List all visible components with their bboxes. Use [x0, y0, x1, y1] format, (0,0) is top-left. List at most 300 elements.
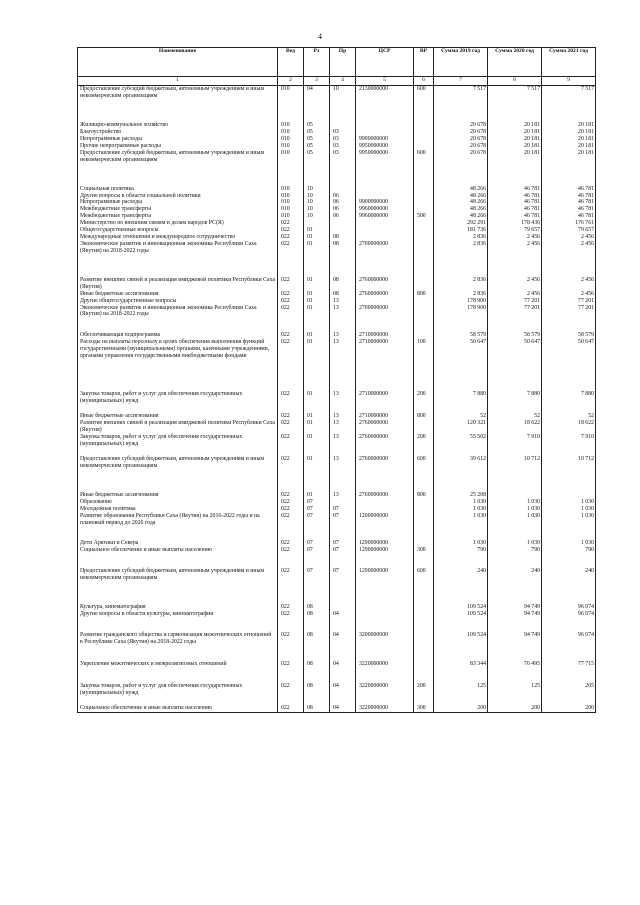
row-sum-2019: 48 266 [434, 199, 488, 206]
row-sum-2021: 46 781 [542, 199, 596, 206]
row-rz: 10 [304, 193, 330, 200]
row-name: Развитие образования Республики Саха (Якутия) на 2016-2022 годы и на плановый период до 2026 года [78, 513, 278, 527]
row-pr: 07 [330, 568, 356, 590]
row-sum-2021: 20 181 [542, 129, 596, 136]
row-sum-2021: 79 657 [542, 227, 596, 234]
row-csr: 2760000000 [356, 291, 414, 298]
spacer-cell [304, 526, 330, 540]
spacer-cell [356, 590, 414, 604]
table-row [78, 547, 596, 554]
column-number: 6 [414, 77, 434, 86]
spacer-cell [304, 618, 330, 632]
spacer-cell [488, 263, 542, 277]
row-ved: 010 [278, 193, 304, 200]
row-pr: 13 [330, 391, 356, 413]
row-sum-2021 [542, 492, 596, 499]
row-sum-2020: 20 181 [488, 122, 542, 129]
row-rz: 08 [304, 683, 330, 705]
row-pr: 03 [330, 129, 356, 136]
header-sum-2021: Сумма 2021 год [542, 48, 596, 77]
row-sum-2020: 2 456 [488, 234, 542, 241]
row-csr [356, 298, 414, 305]
row-pr: 13 [330, 298, 356, 305]
row-sum-2021: 7 517 [542, 86, 596, 109]
table-row [78, 291, 596, 298]
row-csr [356, 122, 414, 129]
row-vr [414, 186, 434, 193]
spacer-cell [278, 108, 304, 122]
spacer-cell [304, 172, 330, 186]
spacer-cell [488, 172, 542, 186]
spacer-cell [330, 590, 356, 604]
table-row [78, 241, 596, 263]
row-sum-2021: 50 647 [542, 339, 596, 391]
page-number: 4 [318, 32, 322, 41]
row-name: Иные бюджетные ассигнования [78, 413, 278, 420]
row-vr: 800 [414, 492, 434, 499]
row-csr: 2710000000 [356, 339, 414, 391]
spacer-cell [278, 478, 304, 492]
row-ved: 022 [278, 683, 304, 705]
row-name: Общегосударственные вопросы [78, 227, 278, 234]
spacer-cell [78, 618, 278, 632]
spacer-cell [434, 318, 488, 332]
row-sum-2019: 20 678 [434, 129, 488, 136]
row-sum-2020: 2 456 [488, 291, 542, 298]
row-ved: 022 [278, 540, 304, 547]
row-sum-2019: 181 736 [434, 227, 488, 234]
table-row [78, 391, 596, 413]
row-name: Предоставление субсидий бюджетным, автономным учреждениям и иным некоммерческим организациям [78, 86, 278, 109]
row-pr: 03 [330, 136, 356, 143]
spacer-cell [330, 526, 356, 540]
row-sum-2020: 7 880 [488, 391, 542, 413]
row-csr: 9960000000 [356, 206, 414, 213]
row-rz: 05 [304, 150, 330, 172]
table-row [78, 86, 596, 109]
row-rz: 05 [304, 136, 330, 143]
row-ved: 022 [278, 220, 304, 227]
row-csr: 1290000000 [356, 547, 414, 554]
row-sum-2019: 50 647 [434, 339, 488, 391]
row-sum-2020 [488, 492, 542, 499]
row-sum-2019: 790 [434, 547, 488, 554]
column-number: 2 [278, 77, 304, 86]
row-sum-2019: 20 678 [434, 122, 488, 129]
row-ved: 010 [278, 86, 304, 109]
row-vr: 500 [414, 213, 434, 220]
row-pr: 03 [330, 150, 356, 172]
row-ved: 010 [278, 136, 304, 143]
row-csr: 2760000000 [356, 492, 414, 499]
row-ved: 022 [278, 291, 304, 298]
row-name: Социальное обеспечение и иные выплаты населению [78, 705, 278, 712]
row-csr: 1290000000 [356, 540, 414, 547]
row-vr [414, 632, 434, 661]
table-row [78, 568, 596, 590]
row-name: Дети Арктики и Севера [78, 540, 278, 547]
row-name: Прочие непрограммные расходы [78, 143, 278, 150]
row-pr: 07 [330, 506, 356, 513]
row-csr [356, 506, 414, 513]
row-sum-2021: 20 181 [542, 122, 596, 129]
row-rz: 08 [304, 632, 330, 661]
row-pr: 13 [330, 339, 356, 391]
budget-table-container [77, 47, 595, 713]
row-pr: 08 [330, 234, 356, 241]
spacer-cell [78, 172, 278, 186]
row-sum-2020: 2 456 [488, 277, 542, 291]
row-name: Социальная политика [78, 186, 278, 193]
row-vr [414, 122, 434, 129]
row-sum-2020: 46 781 [488, 193, 542, 200]
row-name: Предоставление субсидий бюджетным, автономным учреждениям и иным некоммерческим организациям [78, 568, 278, 590]
row-vr [414, 234, 434, 241]
row-spacer [78, 172, 596, 186]
row-vr: 200 [414, 683, 434, 705]
table-row [78, 298, 596, 305]
row-pr: 07 [330, 513, 356, 527]
table-row [78, 506, 596, 513]
spacer-cell [488, 554, 542, 568]
row-pr: 08 [330, 241, 356, 263]
row-vr: 600 [414, 456, 434, 478]
row-csr: 9900000000 [356, 199, 414, 206]
row-pr: 06 [330, 206, 356, 213]
spacer-cell [414, 263, 434, 277]
spacer-cell [434, 172, 488, 186]
row-sum-2020: 10 712 [488, 456, 542, 478]
row-csr [356, 227, 414, 234]
spacer-cell [278, 618, 304, 632]
header-vr: ВР [414, 48, 434, 77]
row-rz: 04 [304, 86, 330, 109]
row-spacer [78, 478, 596, 492]
row-csr: 1200000000 [356, 513, 414, 527]
row-pr: 13 [330, 413, 356, 420]
spacer-cell [78, 318, 278, 332]
row-vr: 200 [414, 434, 434, 456]
header-row [78, 48, 596, 77]
row-csr [356, 193, 414, 200]
row-sum-2019: 178 900 [434, 298, 488, 305]
table-row [78, 277, 596, 291]
spacer-cell [542, 554, 596, 568]
row-name: Иные бюджетные ассигнования [78, 492, 278, 499]
table-row [78, 186, 596, 193]
row-rz: 01 [304, 234, 330, 241]
row-sum-2021: 46 781 [542, 186, 596, 193]
row-vr: 300 [414, 705, 434, 712]
spacer-cell [414, 554, 434, 568]
spacer-cell [434, 590, 488, 604]
row-sum-2020: 20 181 [488, 136, 542, 143]
spacer-cell [414, 318, 434, 332]
spacer-cell [330, 554, 356, 568]
row-sum-2019: 83 344 [434, 661, 488, 683]
table-row [78, 234, 596, 241]
row-name: Предоставление субсидий бюджетным, автономным учреждениям и иным некоммерческим организациям [78, 456, 278, 478]
spacer-cell [78, 478, 278, 492]
row-ved: 010 [278, 150, 304, 172]
row-sum-2020: 178 436 [488, 220, 542, 227]
row-sum-2020: 46 781 [488, 213, 542, 220]
header-sum-2019: Сумма 2019 год [434, 48, 488, 77]
table-body [78, 86, 596, 713]
table-row [78, 499, 596, 506]
row-name: Закупка товаров, работ и услуг для обеспечения государственных (муниципальных) нужд [78, 434, 278, 456]
row-pr: 04 [330, 705, 356, 712]
spacer-cell [414, 618, 434, 632]
table-row [78, 227, 596, 234]
row-sum-2020: 240 [488, 568, 542, 590]
spacer-cell [304, 318, 330, 332]
row-sum-2020: 18 622 [488, 420, 542, 434]
row-csr [356, 129, 414, 136]
row-csr [356, 611, 414, 618]
spacer-cell [330, 108, 356, 122]
row-sum-2020: 77 201 [488, 305, 542, 319]
row-sum-2020: 79 657 [488, 227, 542, 234]
table-row [78, 456, 596, 478]
row-rz: 05 [304, 129, 330, 136]
row-sum-2020: 125 [488, 683, 542, 705]
spacer-cell [434, 554, 488, 568]
row-vr [414, 193, 434, 200]
table-row [78, 193, 596, 200]
row-sum-2021: 20 181 [542, 150, 596, 172]
row-vr: 100 [414, 339, 434, 391]
row-rz: 01 [304, 227, 330, 234]
spacer-cell [542, 263, 596, 277]
spacer-cell [278, 554, 304, 568]
row-sum-2019: 125 [434, 683, 488, 705]
row-rz: 05 [304, 122, 330, 129]
spacer-cell [542, 526, 596, 540]
spacer-cell [78, 590, 278, 604]
row-sum-2021: 18 622 [542, 420, 596, 434]
spacer-cell [356, 263, 414, 277]
row-pr: 06 [330, 193, 356, 200]
row-sum-2019: 1 030 [434, 513, 488, 527]
row-vr [414, 305, 434, 319]
row-sum-2021: 1 030 [542, 499, 596, 506]
row-sum-2021: 52 [542, 413, 596, 420]
row-pr [330, 499, 356, 506]
row-rz: 07 [304, 499, 330, 506]
spacer-cell [542, 318, 596, 332]
row-name: Непрограммные расходы [78, 136, 278, 143]
table-row [78, 150, 596, 172]
row-rz: 01 [304, 391, 330, 413]
row-name: Закупка товаров, работ и услуг для обеспечения государственных (муниципальных) нужд [78, 391, 278, 413]
row-sum-2020: 1 030 [488, 513, 542, 527]
row-sum-2020: 200 [488, 705, 542, 712]
row-rz: 01 [304, 241, 330, 263]
row-vr: 600 [414, 150, 434, 172]
spacer-cell [356, 172, 414, 186]
row-name: Межбюджетные трансферты [78, 206, 278, 213]
row-csr: 9950000000 [356, 150, 414, 172]
row-sum-2019: 48 266 [434, 193, 488, 200]
row-name: Международные отношения и международное сотрудничество [78, 234, 278, 241]
row-ved: 010 [278, 143, 304, 150]
row-rz: 01 [304, 291, 330, 298]
row-sum-2020: 20 181 [488, 129, 542, 136]
row-ved: 022 [278, 434, 304, 456]
row-ved: 010 [278, 129, 304, 136]
row-rz: 10 [304, 206, 330, 213]
row-csr: 3200000000 [356, 632, 414, 661]
row-ved: 022 [278, 305, 304, 319]
row-sum-2021: 46 781 [542, 206, 596, 213]
row-sum-2020: 94 749 [488, 611, 542, 618]
row-rz: 08 [304, 604, 330, 611]
row-vr [414, 332, 434, 339]
row-csr: 2710000000 [356, 391, 414, 413]
table-row [78, 683, 596, 705]
row-ved: 022 [278, 391, 304, 413]
row-pr: 04 [330, 632, 356, 661]
row-vr [414, 661, 434, 683]
row-sum-2020: 20 181 [488, 143, 542, 150]
row-vr: 600 [414, 568, 434, 590]
row-rz: 01 [304, 277, 330, 291]
row-ved: 022 [278, 241, 304, 263]
row-pr: 06 [330, 199, 356, 206]
row-csr: 9950000000 [356, 143, 414, 150]
header-sum-2020: Сумма 2020 год [488, 48, 542, 77]
row-rz: 07 [304, 513, 330, 527]
row-ved: 010 [278, 213, 304, 220]
row-ved: 022 [278, 661, 304, 683]
row-sum-2021: 46 781 [542, 193, 596, 200]
spacer-cell [542, 108, 596, 122]
row-sum-2020: 77 201 [488, 298, 542, 305]
row-name: Экономическое развитие и инновационная экономика Республики Саха (Якутия) на 2018-2022 годы [78, 305, 278, 319]
row-sum-2020: 58 579 [488, 332, 542, 339]
row-rz: 07 [304, 547, 330, 554]
row-vr [414, 420, 434, 434]
row-pr: 07 [330, 540, 356, 547]
row-sum-2021: 10 712 [542, 456, 596, 478]
row-sum-2021: 7 910 [542, 434, 596, 456]
row-pr [330, 220, 356, 227]
row-name: Другие вопросы в области культуры, кинематографии [78, 611, 278, 618]
row-rz: 01 [304, 305, 330, 319]
table-row [78, 339, 596, 391]
row-rz: 10 [304, 213, 330, 220]
row-rz: 10 [304, 199, 330, 206]
row-name: Социальное обеспечение и иные выплаты населению [78, 547, 278, 554]
row-csr: 2710000000 [356, 413, 414, 420]
row-csr [356, 234, 414, 241]
row-rz: 01 [304, 332, 330, 339]
row-sum-2020: 94 749 [488, 604, 542, 611]
row-sum-2019: 2 836 [434, 291, 488, 298]
row-sum-2021: 77 201 [542, 305, 596, 319]
spacer-cell [304, 590, 330, 604]
row-rz: 07 [304, 540, 330, 547]
row-sum-2021: 20 181 [542, 136, 596, 143]
spacer-cell [278, 318, 304, 332]
row-ved: 022 [278, 492, 304, 499]
row-vr [414, 513, 434, 527]
row-sum-2020: 1 030 [488, 499, 542, 506]
column-number: 5 [356, 77, 414, 86]
table-row [78, 632, 596, 661]
header-csr: ЦСР [356, 48, 414, 77]
row-sum-2019: 292 291 [434, 220, 488, 227]
header-pr: Пр [330, 48, 356, 77]
row-rz: 07 [304, 568, 330, 590]
row-name: Укрепление межэтнических и межрелигиозных отношений [78, 661, 278, 683]
row-spacer [78, 318, 596, 332]
row-vr: 800 [414, 413, 434, 420]
table-row [78, 420, 596, 434]
row-vr [414, 611, 434, 618]
row-name: Развитие внешних связей и реализация имиджевой политики Республики Саха (Якутия) [78, 420, 278, 434]
row-sum-2021: 77 715 [542, 661, 596, 683]
row-ved: 022 [278, 277, 304, 291]
header-ved: Вед [278, 48, 304, 77]
row-sum-2019: 7 880 [434, 391, 488, 413]
budget-table [77, 47, 596, 713]
row-sum-2020: 1 030 [488, 540, 542, 547]
row-sum-2021: 1 030 [542, 540, 596, 547]
row-sum-2021: 77 201 [542, 298, 596, 305]
row-csr [356, 220, 414, 227]
row-csr: 1290000000 [356, 568, 414, 590]
row-name: Культура, кинематография [78, 604, 278, 611]
spacer-cell [278, 590, 304, 604]
row-pr [330, 186, 356, 193]
row-pr [330, 122, 356, 129]
column-number: 7 [434, 77, 488, 86]
row-vr [414, 206, 434, 213]
row-rz: 01 [304, 339, 330, 391]
spacer-cell [304, 478, 330, 492]
row-ved: 022 [278, 234, 304, 241]
row-pr: 08 [330, 291, 356, 298]
row-csr: 3220000000 [356, 705, 414, 712]
spacer-cell [414, 478, 434, 492]
row-csr: 9960000000 [356, 213, 414, 220]
row-sum-2020: 76 495 [488, 661, 542, 683]
spacer-cell [414, 590, 434, 604]
row-pr: 08 [330, 277, 356, 291]
spacer-cell [488, 318, 542, 332]
row-ved: 022 [278, 456, 304, 478]
row-sum-2021: 790 [542, 547, 596, 554]
row-sum-2020: 20 181 [488, 150, 542, 172]
table-row [78, 143, 596, 150]
row-sum-2019: 48 266 [434, 206, 488, 213]
row-spacer [78, 590, 596, 604]
header-rz: Рз [304, 48, 330, 77]
row-csr: 2760000000 [356, 420, 414, 434]
row-csr: 2760000000 [356, 277, 414, 291]
spacer-cell [278, 526, 304, 540]
spacer-cell [488, 478, 542, 492]
spacer-cell [488, 108, 542, 122]
row-sum-2019: 109 524 [434, 604, 488, 611]
spacer-cell [488, 618, 542, 632]
row-name: Развитие гражданского общества и гармонизация межэтнических отношений в Республике Саха (Якутия) на 2018-2022 годы [78, 632, 278, 661]
table-row [78, 129, 596, 136]
row-vr [414, 199, 434, 206]
row-name: Закупка товаров, работ и услуг для обеспечения государственных (муниципальных) нужд [78, 683, 278, 705]
